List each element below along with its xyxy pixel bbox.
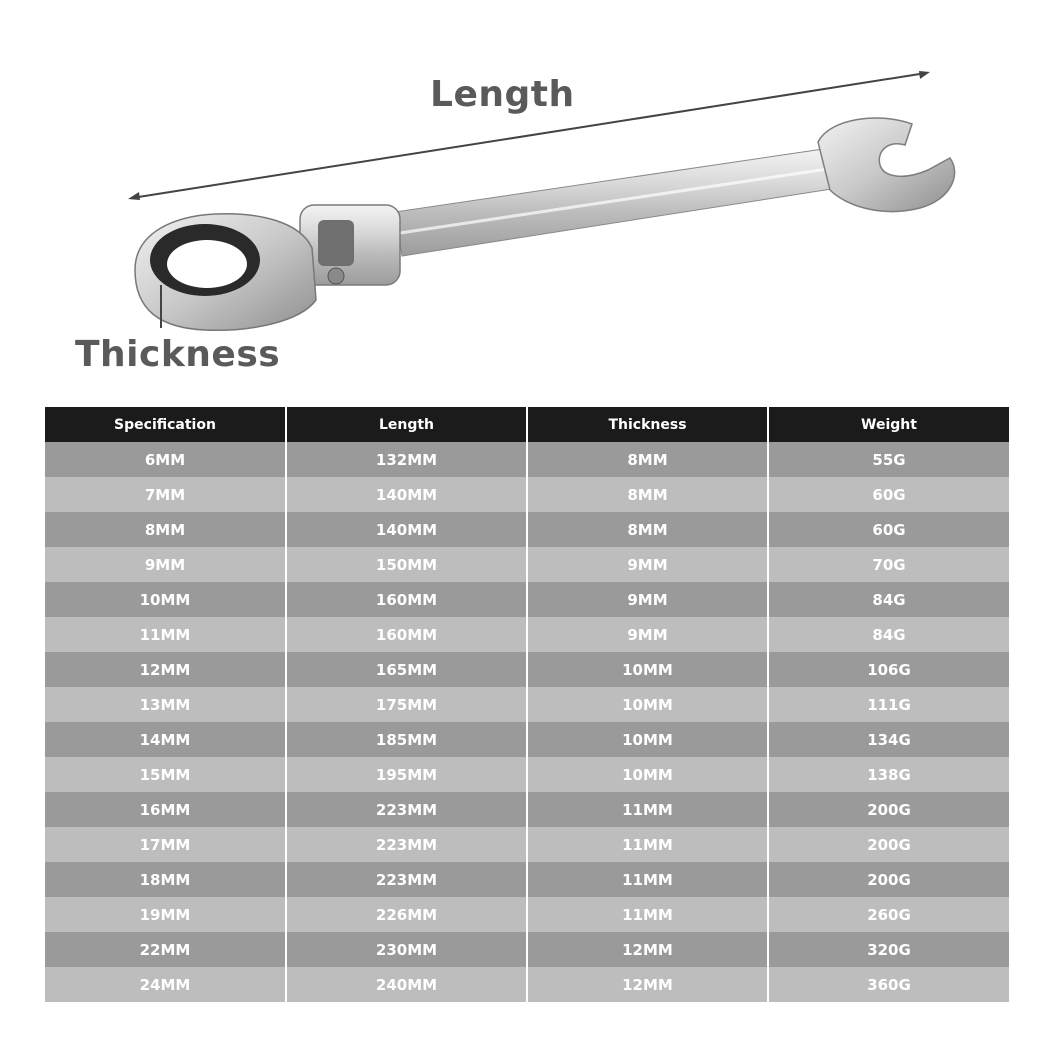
table-row bbox=[45, 827, 1009, 862]
table-row bbox=[45, 722, 1009, 757]
cell-thickness: 11MM bbox=[527, 897, 768, 932]
cell-weight: 111G bbox=[768, 687, 1009, 722]
cell-length: 223MM bbox=[286, 827, 527, 862]
cell-specification: 13MM bbox=[45, 687, 286, 722]
wrench-icon bbox=[135, 118, 955, 330]
cell-weight: 134G bbox=[768, 722, 1009, 757]
table-row bbox=[45, 862, 1009, 897]
cell-weight: 200G bbox=[768, 792, 1009, 827]
cell-weight: 60G bbox=[768, 512, 1009, 547]
specification-table bbox=[45, 407, 1009, 1002]
cell-length: 132MM bbox=[286, 442, 527, 477]
cell-specification: 15MM bbox=[45, 757, 286, 792]
cell-thickness: 11MM bbox=[527, 827, 768, 862]
length-label: Length bbox=[430, 74, 575, 115]
table-row bbox=[45, 967, 1009, 1002]
cell-specification: 12MM bbox=[45, 652, 286, 687]
cell-weight: 70G bbox=[768, 547, 1009, 582]
cell-specification: 16MM bbox=[45, 792, 286, 827]
cell-thickness: 12MM bbox=[527, 967, 768, 1002]
cell-length: 160MM bbox=[286, 582, 527, 617]
header-weight: Weight bbox=[768, 407, 1009, 442]
table-row bbox=[45, 757, 1009, 792]
cell-length: 195MM bbox=[286, 757, 527, 792]
cell-thickness: 12MM bbox=[527, 932, 768, 967]
cell-length: 160MM bbox=[286, 617, 527, 652]
table-row bbox=[45, 547, 1009, 582]
cell-thickness: 8MM bbox=[527, 442, 768, 477]
cell-length: 140MM bbox=[286, 477, 527, 512]
cell-specification: 6MM bbox=[45, 442, 286, 477]
cell-length: 223MM bbox=[286, 792, 527, 827]
cell-weight: 200G bbox=[768, 827, 1009, 862]
cell-length: 240MM bbox=[286, 967, 527, 1002]
cell-length: 185MM bbox=[286, 722, 527, 757]
header-specification: Specification bbox=[45, 407, 286, 442]
cell-weight: 106G bbox=[768, 652, 1009, 687]
cell-specification: 11MM bbox=[45, 617, 286, 652]
cell-length: 226MM bbox=[286, 897, 527, 932]
cell-specification: 10MM bbox=[45, 582, 286, 617]
cell-weight: 60G bbox=[768, 477, 1009, 512]
cell-length: 150MM bbox=[286, 547, 527, 582]
cell-specification: 18MM bbox=[45, 862, 286, 897]
cell-length: 230MM bbox=[286, 932, 527, 967]
table-row bbox=[45, 687, 1009, 722]
cell-length: 165MM bbox=[286, 652, 527, 687]
cell-weight: 360G bbox=[768, 967, 1009, 1002]
cell-thickness: 10MM bbox=[527, 757, 768, 792]
cell-weight: 55G bbox=[768, 442, 1009, 477]
table-row bbox=[45, 897, 1009, 932]
cell-thickness: 10MM bbox=[527, 652, 768, 687]
cell-weight: 84G bbox=[768, 582, 1009, 617]
cell-length: 140MM bbox=[286, 512, 527, 547]
cell-weight: 260G bbox=[768, 897, 1009, 932]
cell-thickness: 10MM bbox=[527, 722, 768, 757]
table-row bbox=[45, 792, 1009, 827]
cell-thickness: 11MM bbox=[527, 862, 768, 897]
cell-specification: 24MM bbox=[45, 967, 286, 1002]
table-body bbox=[45, 442, 1009, 1002]
table-row bbox=[45, 652, 1009, 687]
cell-thickness: 10MM bbox=[527, 687, 768, 722]
cell-specification: 8MM bbox=[45, 512, 286, 547]
cell-length: 175MM bbox=[286, 687, 527, 722]
cell-thickness: 9MM bbox=[527, 617, 768, 652]
cell-thickness: 8MM bbox=[527, 477, 768, 512]
cell-specification: 14MM bbox=[45, 722, 286, 757]
cell-specification: 7MM bbox=[45, 477, 286, 512]
thickness-label: Thickness bbox=[75, 334, 281, 375]
cell-specification: 19MM bbox=[45, 897, 286, 932]
header-length: Length bbox=[286, 407, 527, 442]
header-thickness: Thickness bbox=[527, 407, 768, 442]
cell-thickness: 8MM bbox=[527, 512, 768, 547]
table-row bbox=[45, 477, 1009, 512]
table-row bbox=[45, 617, 1009, 652]
table-header-row bbox=[45, 407, 1009, 442]
cell-thickness: 11MM bbox=[527, 792, 768, 827]
cell-thickness: 9MM bbox=[527, 582, 768, 617]
cell-weight: 138G bbox=[768, 757, 1009, 792]
cell-length: 223MM bbox=[286, 862, 527, 897]
cell-specification: 9MM bbox=[45, 547, 286, 582]
table-row bbox=[45, 582, 1009, 617]
table-row bbox=[45, 932, 1009, 967]
table-row bbox=[45, 512, 1009, 547]
cell-weight: 320G bbox=[768, 932, 1009, 967]
cell-specification: 17MM bbox=[45, 827, 286, 862]
cell-weight: 84G bbox=[768, 617, 1009, 652]
cell-weight: 200G bbox=[768, 862, 1009, 897]
cell-specification: 22MM bbox=[45, 932, 286, 967]
table-row bbox=[45, 442, 1009, 477]
cell-thickness: 9MM bbox=[527, 547, 768, 582]
